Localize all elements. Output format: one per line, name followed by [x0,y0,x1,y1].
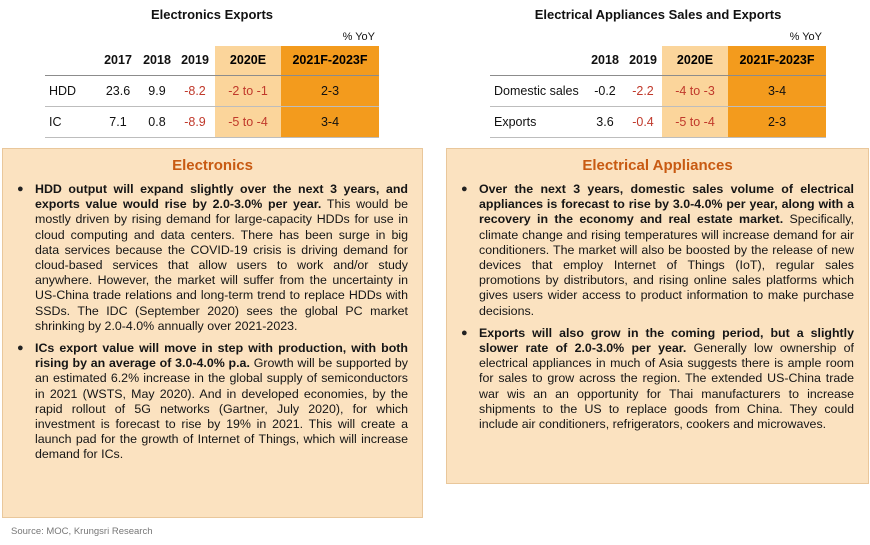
column-header: 2017 [97,46,139,75]
bullet-text: Specifically, climate change and rising temperatures will increase demand for air conditioners. The market will also be boosted by the release of new devices that employ Internet of Things (IoT), regular sales promotions by distributors, and rising online sales platforms which gives users wider access to product information to make purchase decisions. [479,212,854,318]
table-row [490,75,826,106]
table-cell: 2-3 [281,75,379,106]
source-note: Source: MOC, Krungsri Research [11,526,153,537]
bullet-lead: Over the next 3 years, domestic sales volume of electrical appliances is forecast to rise by 3.0-4.0% per year, along with a recovery in the economy and real estate market. [479,182,854,227]
column-header: 2020E [662,46,728,75]
bullet-item [17,182,408,334]
column-header [490,46,586,75]
table-row [45,106,379,137]
bullet-lead: HDD output will expand slightly over the next 3 years, and exports value would rise by 2.0-3.0% per year. [35,182,408,212]
electronics-heading: Electronics [172,157,253,174]
table-cell: 3.6 [586,106,624,137]
table-cell: 3-4 [728,75,826,106]
row-label: HDD [45,75,97,106]
table-unit-row [45,28,379,46]
bullet-lead: ICs export value will move in step with production, with both rising by an average of 3.0-4.0% p.a. [35,341,408,371]
table-row [45,75,379,106]
column-header: 2021F-2023F [281,46,379,75]
bullet-item [17,341,408,463]
table-cell: -2 to -1 [215,75,281,106]
unit-label: % YoY [342,31,375,43]
table-unit-row [490,28,826,46]
table-cell: 0.8 [139,106,175,137]
table-cell: 9.9 [139,75,175,106]
row-label: Domestic sales [490,75,586,106]
table-cell: 7.1 [97,106,139,137]
table-header-row [490,46,826,75]
appliances-bullet-list [461,182,854,432]
bullet-item [461,182,854,319]
electronics-exports-table [45,28,379,138]
appliances-panel [446,148,869,484]
column-header: 2019 [624,46,662,75]
bullet-text: Growth will be supported by an estimated 6.2% increase in the global supply of semiconductors in 2021 (WSTS, May 2020). And in developed economies, by the rapid rollout of 5G networks (Gartner, July 2020), for which investment is forecast to rise by 19% in 2021. This will create a launch pad for the growth of Internet of Things, which will increase demand for ICs. [35,356,408,462]
electronics-bullet-list [17,182,408,463]
appliances-table-title: Electrical Appliances Sales and Exports [534,7,782,22]
column-header: 2018 [586,46,624,75]
table-cell: -2.2 [624,75,662,106]
table-cell: 23.6 [97,75,139,106]
table-header-row [45,46,379,75]
table-cell: -5 to -4 [662,106,728,137]
bullet-text: This would be mostly driven by rising demand for large-capacity HDDs for use in cloud computing and data centers. There has been surge in big data services because the COVID-19 crisis is driving demand for cloud-based services that allow users to work and/or study anywhere. However, the market will suffer from the uncertainty in US-China trade relations and long-term trend to replace HDDs with SSDs. The IDC (September 2020) sees the global PC market shrinking by 2.0-4.0% annually over 2021-2023. [35,197,409,333]
table-cell: -4 to -3 [662,75,728,106]
appliances-table [490,28,826,138]
table-cell: -5 to -4 [215,106,281,137]
bullet-text: Generally low ownership of electrical appliances in much of Asia suggests there is ample room for sales to grow across the region. The extended US-China trade war wis an an opportunity for Thai manufacturers to increase shipments to the US to replace goods from China. They could include air conditioners, refrigerators, cookers and microwaves. [479,341,854,432]
table-cell: 3-4 [281,106,379,137]
column-header: 2020E [215,46,281,75]
table-row [490,106,826,137]
column-header [45,46,97,75]
unit-label: % YoY [789,31,822,43]
electronics-table-title: Electronics Exports [150,7,274,22]
table-cell: -0.2 [586,75,624,106]
electronics-panel [2,148,423,518]
table-cell: -0.4 [624,106,662,137]
table-cell: -8.9 [175,106,215,137]
bullet-lead: Exports will also grow in the coming period, but a slightly slower rate of 2.0-3.0% per year. [479,325,854,356]
table-cell: -8.2 [175,75,215,106]
column-header: 2019 [175,46,215,75]
bullet-item [461,326,854,432]
column-header: 2018 [139,46,175,75]
column-header: 2021F-2023F [728,46,826,75]
row-label: IC [45,106,97,137]
appliances-heading: Electrical Appliances [582,157,733,174]
row-label: Exports [490,106,586,137]
table-cell: 2-3 [728,106,826,137]
